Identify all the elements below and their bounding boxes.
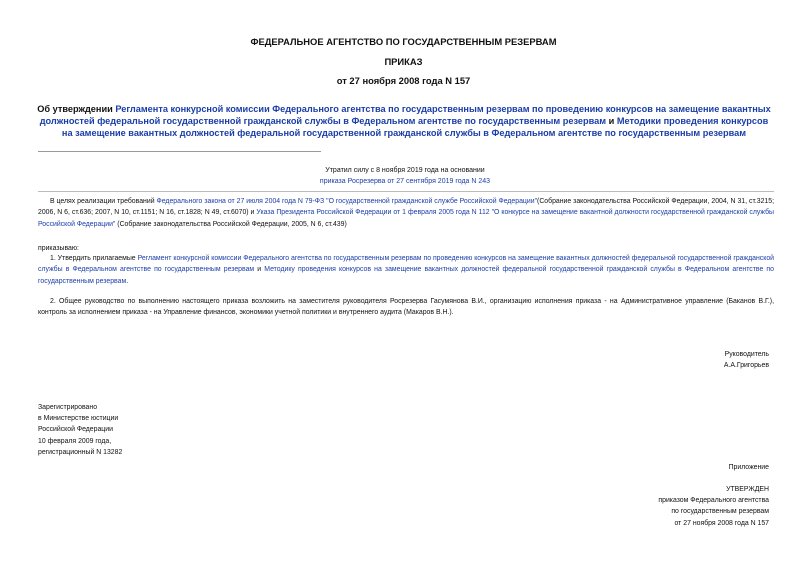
document-title: [34, 103, 774, 140]
appendix-label: Приложение: [728, 464, 769, 471]
order-word: приказываю:: [38, 245, 79, 252]
repeal-notice: [290, 165, 520, 187]
document-type-heading: ПРИКАЗ: [384, 56, 423, 67]
clause-2-paragraph: 2. Общее руководство по выполнению настоящего приказа возложить на заместителя руководителя Росрезерва Гасумянова В.И., организацию исполнения приказа - на Административное управление (Баканов В.Г.), контроль за исполнением приказа - на Управление финансов, экономики учетной политики и внутреннего аудита (Макаров В.Н.).: [38, 298, 774, 317]
approval-line: от 27 ноября 2008 года N 157: [674, 519, 769, 527]
divider-short: [38, 151, 321, 152]
registration-line: в Министерстве юстиции: [38, 415, 119, 423]
preamble-paragraph: [38, 196, 774, 230]
repeal-notice-link[interactable]: приказа Росрезерва от 27 сентября 2019 года N 243: [319, 178, 491, 185]
registration-line: Российской Федерации: [38, 426, 113, 434]
clause-1-regulation-link[interactable]: Регламент конкурсной комиссии Федерального агентства по государственным резервам по проведению конкурсов на замещение вакантных должностей федеральной государственной гражданской службы в Федеральном агентстве по государственным резервам: [38, 255, 775, 274]
clause-1-text-3: .: [126, 277, 129, 285]
approval-line: по государственным резервам: [671, 508, 769, 516]
signature-title: Руководитель: [724, 351, 769, 358]
divider-long: [38, 191, 774, 192]
title-link-regulation[interactable]: Регламента конкурсной комиссии Федерального агентства по государственным резервам по проведению конкурсов на замещение вакантных должностей федеральной государственной гражданской службы в Федеральном агентстве по государственным резервам: [39, 104, 771, 127]
approval-stamp: УТВЕРЖДЕН: [726, 486, 769, 493]
clause-1-text-1: 1. Утвердить прилагаемые: [50, 255, 138, 262]
title-prefix: Об утверждении: [37, 104, 116, 114]
registration-block: [38, 402, 238, 458]
document-date-number: от 27 ноября 2008 года N 157: [336, 75, 471, 86]
clause-1-methodology-link[interactable]: Методику проведения конкурсов на замещение вакантных должностей федеральной государственной гражданской службы в Федеральном агентстве по государственным резервам: [38, 266, 774, 285]
preamble-text-2: (Собрание законодательства Российской Федерации, 2004, N 31, ст.3215; 2006, N 6, ст.636; 2007, N 10, ст.1151; N 16, ст.1828; N 49, ст.6070) и: [38, 198, 774, 217]
registration-line: Зарегистрировано: [38, 404, 98, 411]
presidential-decree-link[interactable]: Указа Президента Российской Федерации от 1 февраля 2005 года N 112 "О конкурсе на замещение вакантной должности государственной гражданской службы Российской Федерации": [38, 209, 774, 228]
clause-1-paragraph: [38, 253, 774, 287]
title-middle: и: [606, 116, 617, 127]
agency-heading: ФЕДЕРАЛЬНОЕ АГЕНТСТВО ПО ГОСУДАРСТВЕННЫМ РЕЗЕРВАМ: [250, 36, 557, 47]
clause-1-text-2: и: [254, 266, 265, 274]
registration-line: 10 февраля 2009 года,: [38, 437, 112, 445]
federal-law-link[interactable]: Федерального закона от 27 июля 2004 года N 79-ФЗ "О государственной гражданской службе Российской Федерации": [156, 198, 538, 205]
title-link-methodology[interactable]: Методики проведения конкурсов на замещение вакантных должностей федеральной государственной гражданской службы в Федеральном агентстве по государственным резервам: [61, 116, 769, 139]
approval-block: [569, 484, 769, 529]
signature-name: А.А.Григорьев: [723, 362, 769, 369]
registration-line: регистрационный N 13282: [38, 448, 123, 456]
preamble-text-3: (Собрание законодательства Российской Федерации, 2005, N 6, ст.439): [115, 220, 347, 228]
preamble-text-1: В целях реализации требований: [50, 198, 157, 205]
repeal-notice-text: Утратил силу с 8 ноября 2019 года на основании: [325, 167, 485, 174]
approval-line: приказом Федерального агентства: [658, 497, 769, 505]
